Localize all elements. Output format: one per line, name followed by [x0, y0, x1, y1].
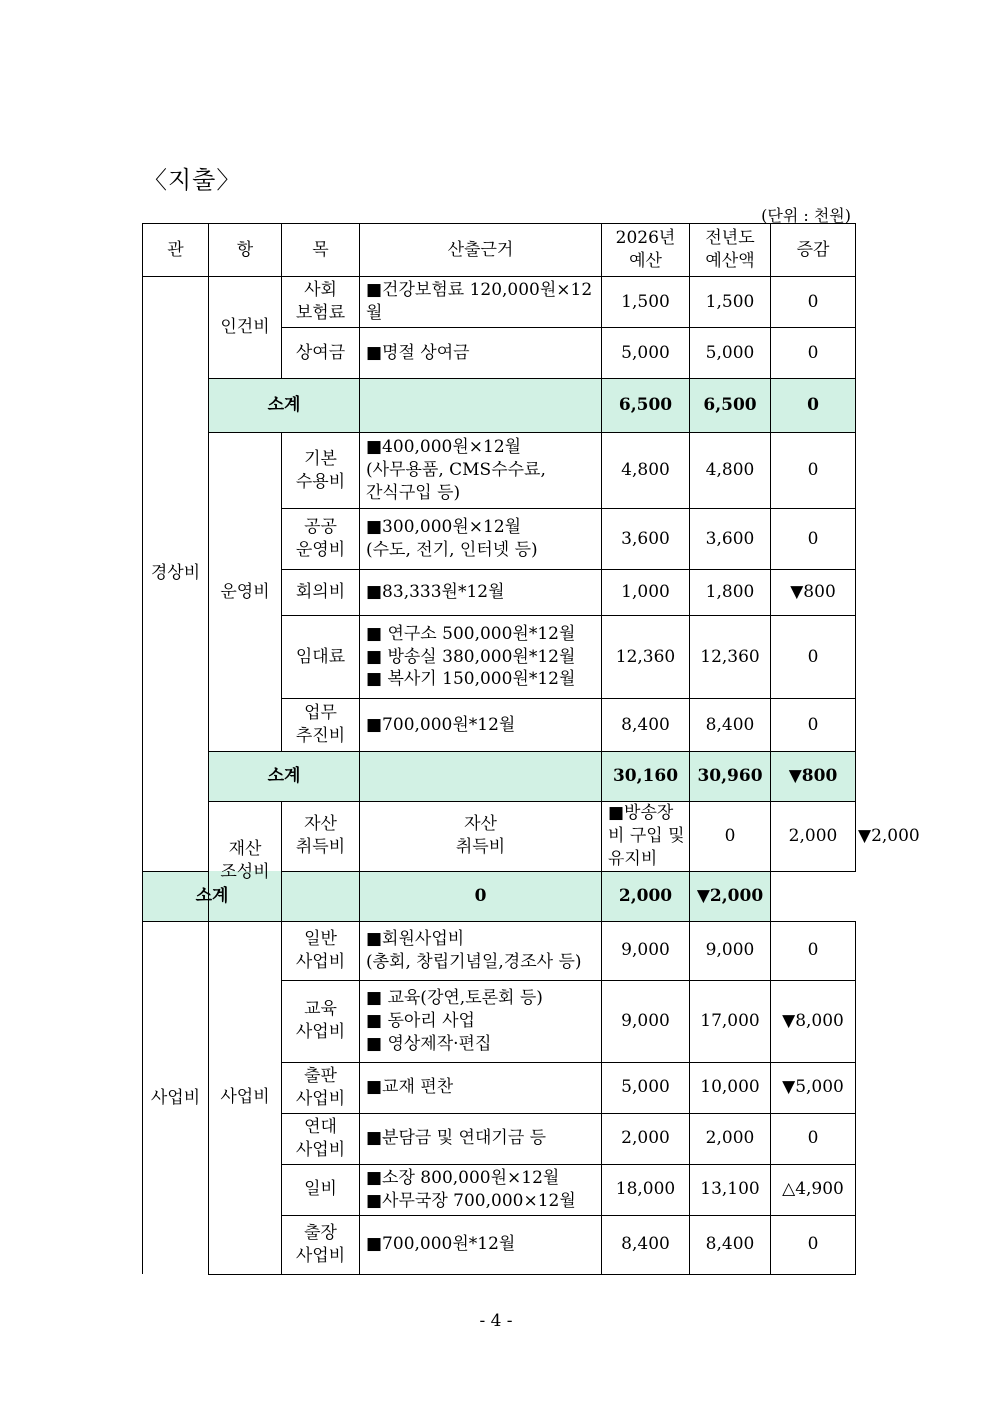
- budget-cell: 3,600: [602, 509, 690, 570]
- prev-cell: 8,400: [690, 1215, 771, 1274]
- budget-cell: 9,000: [602, 921, 690, 980]
- basis-cell: ■700,000원*12월: [360, 699, 602, 752]
- prev-cell: 12,360: [690, 616, 771, 699]
- budget-cell: 1,500: [602, 277, 690, 328]
- mok-line: 사회: [304, 280, 337, 301]
- mok-line: 출장: [304, 1222, 337, 1243]
- basis-line: ■회원사업비: [366, 928, 465, 949]
- change-cell: 0: [771, 509, 856, 570]
- mok-cell: [282, 921, 360, 980]
- mok-cell: 임대료: [282, 616, 360, 699]
- prev-cell: 6,500: [690, 379, 771, 433]
- mok-line: 사업비: [295, 1139, 346, 1160]
- mok-cell: [282, 433, 360, 509]
- header-prev-line2: 예산액: [705, 251, 755, 271]
- header-prev-line1: 전년도: [705, 228, 755, 249]
- mok-cell: [282, 1215, 360, 1274]
- prev-cell: 3,600: [690, 509, 771, 570]
- mok-cell: 상여금: [282, 328, 360, 379]
- basis-cell: [360, 752, 602, 802]
- change-cell: 0: [771, 1113, 856, 1164]
- mok-line: 사업비: [295, 951, 346, 972]
- basis-cell: ■건강보험료 120,000원×12월: [360, 277, 602, 328]
- basis-cell: [360, 509, 602, 570]
- subtotal-label: 소계: [209, 752, 360, 802]
- mok-line: 자산: [464, 814, 497, 835]
- change-cell: 0: [771, 379, 856, 433]
- header-prev: [690, 224, 771, 277]
- prev-cell: 4,800: [690, 433, 771, 509]
- hang-line: 자산: [304, 814, 337, 835]
- mok-line: 보험료: [295, 303, 346, 323]
- header-gwan: 관: [143, 224, 209, 277]
- page-number: - 4 -: [479, 1311, 513, 1331]
- mok-line: 운영비: [295, 540, 346, 560]
- change-cell: 0: [771, 1215, 856, 1274]
- change-cell: ▼800: [771, 570, 856, 616]
- change-cell: 0: [771, 616, 856, 699]
- mok-line: 사업비: [295, 1245, 346, 1266]
- mok-line: 기본: [304, 448, 337, 469]
- prev-cell: 17,000: [690, 980, 771, 1062]
- gwan-line: 조성비: [220, 862, 270, 883]
- mok-cell: 회의비: [282, 570, 360, 616]
- basis-line: ■ 동아리 사업: [366, 1010, 475, 1031]
- basis-line: ■400,000원×12월: [366, 437, 522, 458]
- mok-line: 교육: [304, 999, 337, 1020]
- change-cell: ▼8,000: [771, 980, 856, 1062]
- prev-cell: 10,000: [690, 1062, 771, 1113]
- basis-line: ■ 영상제작·편집: [366, 1033, 492, 1054]
- budget-cell: 0: [360, 871, 602, 921]
- prev-cell: 2,000: [602, 871, 690, 921]
- budget-cell: 18,000: [602, 1164, 690, 1215]
- table-row: 재산 조성비 자산 취득비 자산 취득비 ■방송장비 구입 및 유지비 0 2,000 ▼2,000: [143, 802, 856, 872]
- mok-cell: [282, 1062, 360, 1113]
- table-row: [143, 277, 856, 328]
- change-cell: 0: [771, 699, 856, 752]
- change-cell: △4,900: [771, 1164, 856, 1215]
- basis-cell: [360, 1164, 602, 1215]
- mok-line: 공공: [304, 517, 337, 538]
- mok-line: 연대: [304, 1116, 337, 1137]
- header-change: 증감: [771, 224, 856, 277]
- change-cell: ▼2,000: [690, 871, 771, 921]
- unit-label: (단위 : 천원): [761, 206, 851, 225]
- mok-cell: [282, 699, 360, 752]
- basis-cell: [360, 433, 602, 509]
- budget-cell: 9,000: [602, 980, 690, 1062]
- basis-cell: ■교재 편찬: [360, 1062, 602, 1113]
- budget-cell: 30,160: [602, 752, 690, 802]
- basis-cell: ■명절 상여금: [360, 328, 602, 379]
- budget-cell: 1,000: [602, 570, 690, 616]
- prev-cell: 9,000: [690, 921, 771, 980]
- basis-line: (사무용품, CMS수수료,: [366, 460, 546, 481]
- hang-cell: [282, 802, 360, 872]
- basis-cell: [360, 921, 602, 980]
- basis-cell: [282, 871, 360, 921]
- header-basis: 산출근거: [360, 224, 602, 277]
- basis-line: ■ 교육(강연,토론회 등): [366, 987, 543, 1008]
- subtotal-row: [143, 752, 856, 802]
- mok-line: 출판: [304, 1065, 337, 1086]
- prev-cell: 30,960: [690, 752, 771, 802]
- mok-line: 수용비: [295, 471, 346, 492]
- header-budget-line1: 2026년: [615, 228, 676, 249]
- mok-cell: [282, 980, 360, 1062]
- subtotal-row: [143, 379, 856, 433]
- budget-cell: 4,800: [602, 433, 690, 509]
- subtotal-label: 소계: [143, 871, 282, 921]
- gwan-cell: 사업비: [143, 921, 209, 1274]
- hang-cell: 운영비: [209, 433, 282, 752]
- prev-cell: 2,000: [690, 1113, 771, 1164]
- mok-line: 일반: [304, 928, 337, 949]
- budget-cell: 12,360: [602, 616, 690, 699]
- basis-cell: ■방송장비 구입 및 유지비: [602, 802, 690, 872]
- gwan-line: 재산: [228, 839, 262, 860]
- budget-cell: 0: [690, 802, 771, 872]
- mok-line: 업무: [304, 703, 337, 724]
- basis-line: ■300,000원×12월: [366, 517, 522, 538]
- change-cell: ▼800: [771, 752, 856, 802]
- prev-cell: 2,000: [771, 802, 856, 872]
- basis-line: (수도, 전기, 인터넷 등): [366, 540, 538, 560]
- gwan-cell: 경상비: [143, 277, 209, 872]
- mok-cell: [282, 277, 360, 328]
- header-hang: 항: [209, 224, 282, 277]
- header-budget: [602, 224, 690, 277]
- header-row: [143, 224, 856, 277]
- budget-cell: 2,000: [602, 1113, 690, 1164]
- change-cell: ▼5,000: [771, 1062, 856, 1113]
- basis-cell: [360, 980, 602, 1062]
- change-cell: 0: [771, 328, 856, 379]
- prev-cell: 8,400: [690, 699, 771, 752]
- budget-cell: 5,000: [602, 328, 690, 379]
- change-cell: 0: [771, 277, 856, 328]
- basis-line: ■ 방송실 380,000원*12월: [366, 646, 576, 667]
- basis-cell: ■83,333원*12월: [360, 570, 602, 616]
- mok-line: 사업비: [295, 1022, 346, 1043]
- table-row: [143, 921, 856, 980]
- expenditure-table: [142, 223, 920, 1275]
- prev-cell: 5,000: [690, 328, 771, 379]
- mok-line: 취득비: [455, 837, 506, 858]
- mok-cell: [282, 509, 360, 570]
- budget-cell: 5,000: [602, 1062, 690, 1113]
- mok-line: 사업비: [295, 1088, 346, 1109]
- mok-cell: [282, 1113, 360, 1164]
- basis-line: ■사무국장 700,000×12월: [366, 1190, 576, 1211]
- basis-line: ■소장 800,000원×12월: [366, 1167, 560, 1188]
- change-cell: 0: [771, 921, 856, 980]
- basis-cell: ■700,000원*12월: [360, 1215, 602, 1274]
- basis-line: (총회, 창립기념일,경조사 등): [366, 951, 582, 972]
- header-budget-line2: 예산: [629, 251, 662, 271]
- hang-line: 취득비: [295, 837, 346, 858]
- subtotal-label: 소계: [209, 379, 360, 433]
- basis-cell: [360, 379, 602, 433]
- mok-cell: [360, 802, 602, 872]
- prev-cell: 13,100: [690, 1164, 771, 1215]
- change-cell: 0: [771, 433, 856, 509]
- prev-cell: 1,800: [690, 570, 771, 616]
- basis-cell: ■분담금 및 연대기금 등: [360, 1113, 602, 1164]
- budget-cell: 8,400: [602, 699, 690, 752]
- budget-cell: 8,400: [602, 1215, 690, 1274]
- prev-cell: 1,500: [690, 277, 771, 328]
- mok-line: 추진비: [295, 726, 346, 746]
- basis-line: 간식구입 등): [366, 482, 461, 503]
- hang-cell: 인건비: [209, 277, 282, 379]
- mok-cell: 일비: [282, 1164, 360, 1215]
- table-row: [143, 433, 856, 509]
- section-title: 〈지출〉: [143, 166, 242, 194]
- basis-cell: [360, 616, 602, 699]
- basis-line: ■ 연구소 500,000원*12월: [366, 623, 576, 644]
- hang-cell: 사업비: [209, 921, 282, 1274]
- basis-line: ■ 복사기 150,000원*12월: [366, 669, 576, 690]
- budget-cell: 6,500: [602, 379, 690, 433]
- header-mok: 목: [282, 224, 360, 277]
